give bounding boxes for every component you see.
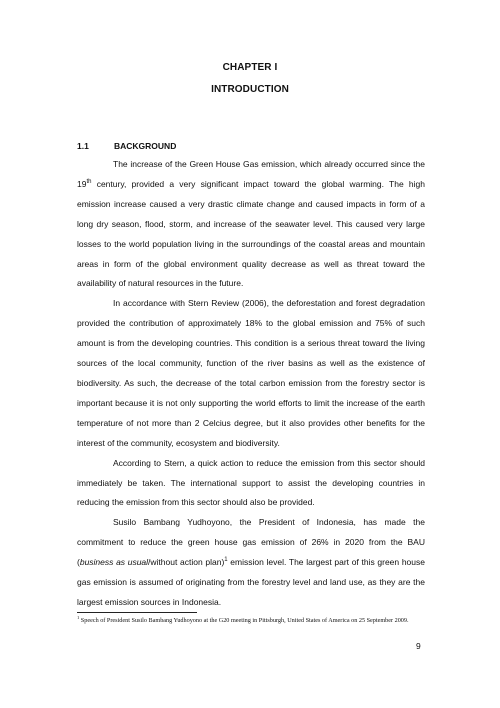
paragraph-1 bbox=[77, 155, 425, 294]
chapter-title: INTRODUCTION bbox=[211, 84, 289, 95]
paragraph-4-text-c: emission level. The largest part of this green house gas emission is assumed of originating from the forestry level and land use, as they are the largest emission sources in Indonesia. bbox=[77, 557, 425, 607]
italic-term: business as usual bbox=[79, 557, 149, 568]
footnote-reference: 1 bbox=[224, 557, 228, 564]
paragraph-4-text-b: /without action plan) bbox=[148, 557, 225, 568]
body-text bbox=[77, 155, 425, 613]
chapter-number: CHAPTER I bbox=[222, 62, 278, 73]
paragraph-4-text-a: Susilo Bambang Yudhoyono, the President of Indonesia, has made the commitment to reduce the green house gas emission of 26% in 2020 from the BAU ( bbox=[77, 517, 425, 568]
footnote-marker: 1 bbox=[77, 614, 80, 620]
paragraph-4 bbox=[77, 513, 425, 613]
paragraph-2: In accordance with Stern Review (2006), the deforestation and forest degradation provided the contribution of approximately 18% to the global emission and 75% of such amount is from the developing countries. This condition is a serious threat toward the living sources of the local community, function of the river basins as well as the existence of biodiversity. As such, the decrease of the total carbon emission from the forestry sector is important because it is not only supporting the world efforts to limit the increase of the earth temperature of not more than 2 Celcius degree, but it also provides other benefits for the interest of the community, ecosystem and biodiversity. bbox=[77, 298, 425, 448]
paragraph-1-text-b: century, provided a very significant impact toward the global warming. The high emission increase caused a very drastic climate change and caused impacts in form of a long dry season, flood, storm, and increase of the seawater level. This caused very large losses to the world population living in the surroundings of the coastal areas and mountain areas in form of the global environment quality decrease as well as threat toward the availability of natural resources in the future. bbox=[77, 178, 425, 289]
footnote-divider bbox=[77, 612, 197, 613]
page-number: 9 bbox=[416, 641, 421, 651]
paragraph-1-text-a: The increase of the Green House Gas emission, which already occurred since the 19 bbox=[77, 159, 425, 189]
paragraph-3: According to Stern, a quick action to reduce the emission from this sector should immediately be taken. The international support to assist the developing countries in reducing the emission from this sector should also be provided. bbox=[77, 457, 425, 508]
footnote bbox=[77, 616, 427, 625]
section-title: BACKGROUND bbox=[114, 141, 177, 151]
section-number: 1.1 bbox=[77, 141, 89, 151]
section-heading bbox=[77, 141, 176, 151]
footnote-text: Speech of President Susilo Bambang Yudhoyono at the G20 meeting in Pittsburgh, United States of America on 25 September 2009. bbox=[79, 617, 409, 624]
ordinal-superscript: th bbox=[86, 179, 92, 186]
